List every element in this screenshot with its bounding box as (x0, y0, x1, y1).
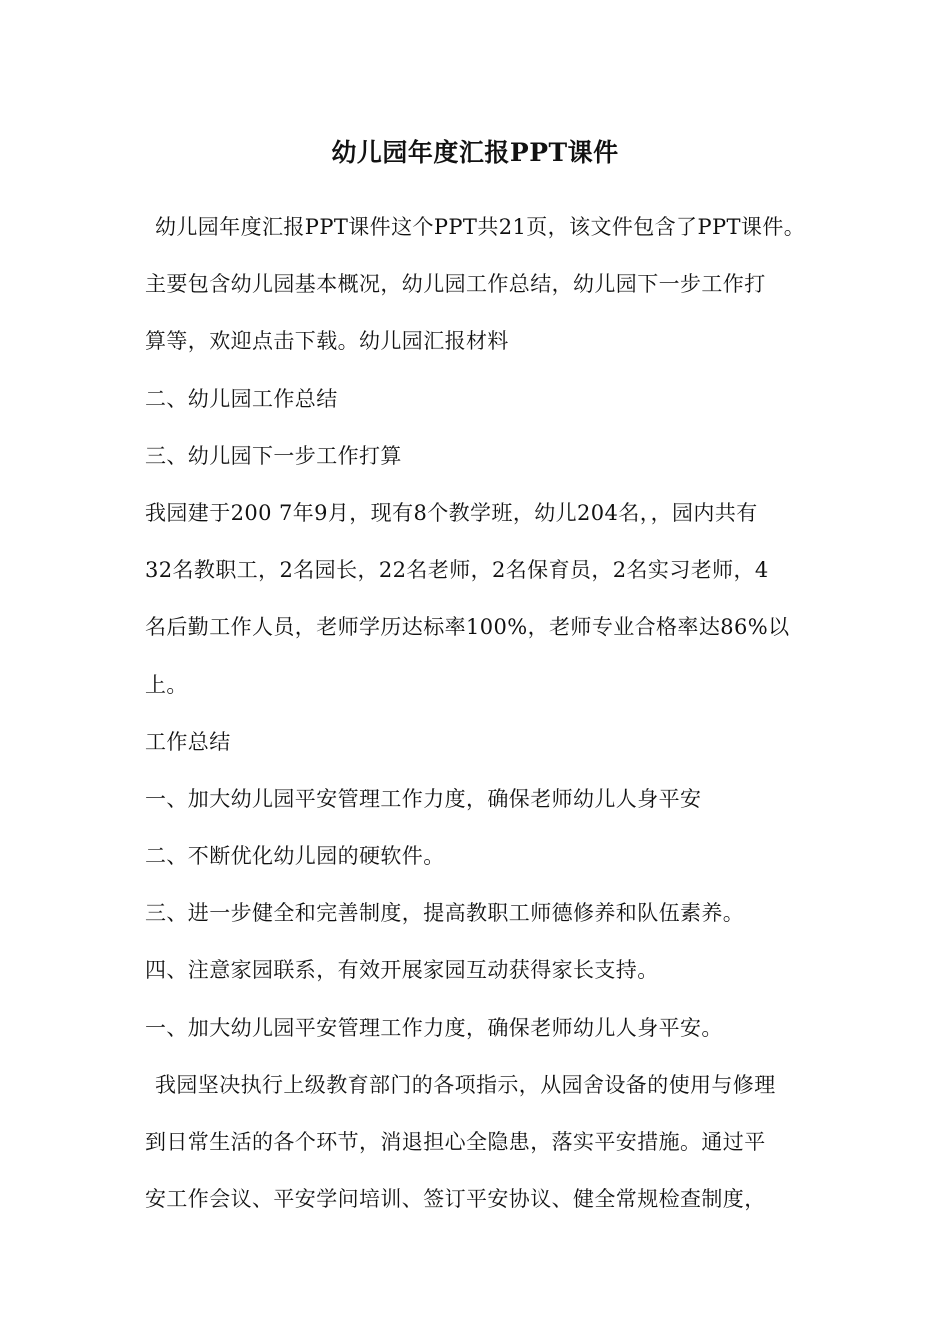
body-line: 到日常生活的各个环节，消退担心全隐患，落实平安措施。通过平 (145, 1130, 766, 1154)
document-title: 幼儿园年度汇报PPT课件 (331, 138, 619, 167)
body-line: 三、幼儿园下一步工作打算 (145, 443, 402, 468)
body-line: 上。 (145, 672, 188, 697)
body-line: 名后勤工作人员，老师学历达标率100%，老师专业合格率达86%以 (145, 615, 790, 640)
body-line: 算等，欢迎点击下载。幼儿园汇报材料 (145, 329, 509, 354)
body-line: 四、注意家园联系，有效开展家园互动获得家长支持。 (145, 958, 659, 983)
body-line: 工作总结 (145, 729, 231, 754)
document-body (145, 199, 811, 1228)
body-line: 我园坚决执行上级教育部门的各项指示，从园舍设备的使用与修理 (155, 1072, 776, 1097)
body-line: 幼儿园年度汇报PPT课件这个PPT共21页，该文件包含了PPT课件。 (155, 215, 806, 239)
body-line: 一、加大幼儿园平安管理工作力度，确保老师幼儿人身平安 (145, 786, 702, 811)
body-line: 一、加大幼儿园平安管理工作力度，确保老师幼儿人身平安。 (145, 1015, 723, 1040)
body-line: 二、不断优化幼儿园的硬软件。 (145, 844, 445, 869)
body-line: 安工作会议、平安学问培训、签订平安协议、健全常规检查制度， (145, 1187, 766, 1212)
body-line: 32名教职工，2名园长，22名老师，2名保育员，2名实习老师，4 (145, 558, 769, 583)
body-line: 三、进一步健全和完善制度，提高教职工师德修养和队伍素养。 (145, 901, 745, 926)
body-line: 主要包含幼儿园基本概况，幼儿园工作总结，幼儿园下一步工作打 (145, 272, 766, 297)
body-line: 我园建于200 7年9月，现有8个教学班，幼儿204名，，园内共有 (145, 500, 758, 525)
body-line: 二、幼儿园工作总结 (145, 386, 338, 411)
